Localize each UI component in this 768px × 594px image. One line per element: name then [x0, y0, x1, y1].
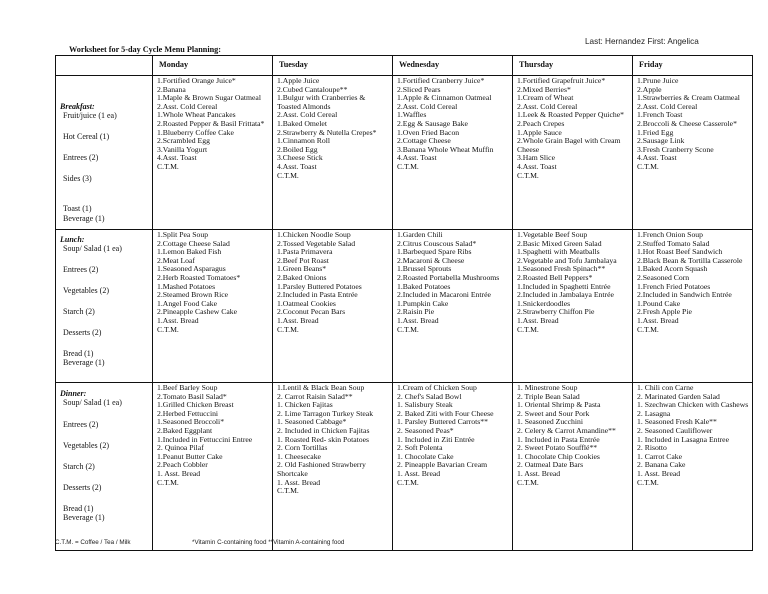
menu-item: 2. Oatmeal Date Bars	[517, 460, 584, 470]
menu-item: C.T.M.	[397, 477, 419, 487]
menu-item: 2.Strawberry Chiffon Pie	[517, 307, 595, 317]
menu-item: 1.Strawberries & Cream Oatmeal	[637, 93, 740, 103]
menu-item: 1.Fortified Orange Juice*	[157, 76, 236, 85]
category-label: Soup/ Salad (1 ea)	[63, 244, 122, 253]
menu-item: 1.Blueberry Coffee Cake	[157, 127, 234, 137]
menu-item: 1. Asst. Bread	[277, 477, 321, 487]
menu-item: 1.Apple Juice	[277, 76, 320, 85]
menu-item: 2.Peach Crepes	[517, 118, 565, 128]
menu-item: 1. Included in Lasagna Entree	[637, 434, 729, 444]
day-header-tuesday: Tuesday	[273, 56, 393, 76]
menu-item: 2. Triple Bean Salad	[517, 391, 580, 401]
menu-item: C.T.M.	[637, 477, 659, 487]
menu-item: 1.Seasoned Broccoli*	[157, 417, 225, 427]
menu-item: 1. Chicken Fajitas	[277, 400, 333, 410]
menu-item: 2.Roasted Portabella Mushrooms	[397, 272, 500, 282]
menu-item: 1.Cream of Wheat	[517, 93, 574, 103]
menu-item: 1.Fortified Cranberry Juice*	[397, 76, 485, 85]
menu-item: 1. Included in Pasta Entrée	[517, 434, 600, 444]
menu-item: 1.Snickerdoodles	[517, 298, 571, 308]
menu-item: 2.Coconut Pecan Bars	[277, 307, 346, 317]
menu-item: 1.Whole Wheat Pancakes	[157, 110, 236, 120]
menu-item: C.T.M.	[277, 170, 299, 180]
menu-item: 2.Included in Jambalaya Entrée	[517, 290, 614, 300]
menu-item: C.T.M.	[277, 486, 299, 496]
menu-item: 4.Asst. Toast	[277, 161, 317, 171]
menu-item: 1.Grilled Chicken Breast	[157, 400, 234, 410]
menu-item: 2.Peach Cobbler	[157, 460, 208, 470]
menu-item: 1.Parsley Buttered Potatoes	[277, 281, 362, 291]
menu-item: 2. Pineapple Bavarian Cream	[397, 460, 488, 470]
menu-item: 2.Boiled Egg	[277, 144, 318, 154]
menu-item: 2. Old Fashioned Strawberry Shortcake	[277, 460, 366, 478]
menu-item: 2.Roasted Bell Peppers*	[517, 272, 593, 282]
menu-item: 1.Vegetable Beef Soup	[517, 230, 588, 239]
lunch-row	[56, 230, 753, 383]
header-corner	[56, 56, 153, 76]
menu-item: 1.Oven Fried Bacon	[397, 127, 460, 137]
menu-item: 1.Waffles	[397, 110, 427, 120]
breakfast-thursday-cell	[513, 76, 633, 230]
menu-item: 1. Salisbury Steak	[397, 400, 453, 410]
menu-item: 2.Asst. Cold Cereal	[517, 101, 578, 111]
menu-item: 1.Mashed Potatoes	[157, 281, 216, 291]
menu-item: 2.Asst. Cold Cereal	[637, 101, 698, 111]
menu-item: 2. Lasagna	[637, 408, 671, 418]
menu-item: 2.Raisin Pie	[397, 307, 435, 317]
menu-item: 2. Baked Ziti with Four Cheese	[397, 408, 494, 418]
menu-item: 2. Sweet Potato Soufflé**	[517, 443, 598, 453]
day-header-friday: Friday	[633, 56, 753, 76]
menu-item: 2.Banana	[157, 84, 186, 94]
menu-item: 1. Chocolate Chip Cookies	[517, 451, 600, 461]
menu-item: 2.Stuffed Tomato Salad	[637, 238, 710, 248]
menu-item: 1.Asst. Bread	[277, 315, 319, 325]
menu-item: 1. Oriental Shrimp & Pasta	[517, 400, 601, 410]
menu-item: 2. Seasoned Peas*	[397, 425, 454, 435]
menu-item: 1. Seasoned Fresh Kale**	[637, 417, 717, 427]
menu-item: 2.Meat Loaf	[157, 255, 195, 265]
menu-item: 1. Chocolate Cake	[397, 451, 454, 461]
menu-table	[55, 55, 753, 551]
day-header-thursday: Thursday	[513, 56, 633, 76]
breakfast-friday-cell	[633, 76, 753, 230]
dinner-wednesday-cell	[393, 383, 513, 551]
menu-item: 1.Split Pea Soup	[157, 230, 209, 239]
menu-item: 3.Ham Slice	[517, 153, 556, 163]
menu-item: 2. Banana Cake	[637, 460, 686, 470]
menu-item: 1.French Toast	[637, 110, 683, 120]
menu-item: 2.Citrus Couscous Salad*	[397, 238, 477, 248]
student-name: Last: Hernandez First: Angelica	[585, 37, 699, 46]
header-row	[56, 56, 753, 76]
menu-item: 2.Apple	[637, 84, 662, 94]
menu-item: 2.Macaroni & Cheese	[397, 255, 465, 265]
menu-item: 2.Basic Mixed Green Salad	[517, 238, 602, 248]
lunch-wednesday-cell	[393, 230, 513, 383]
menu-item: 2.Beef Pot Roast	[277, 255, 329, 265]
menu-item: 3.Banana Whole Wheat Muffin	[397, 144, 494, 154]
menu-item: 1.Asst. Bread	[397, 315, 439, 325]
dinner-thursday-cell	[513, 383, 633, 551]
breakfast-row	[56, 76, 753, 230]
category-label: Sides (3)	[63, 174, 92, 183]
menu-item: C.T.M.	[277, 324, 299, 334]
menu-item: 3.Fresh Cranberry Scone	[637, 144, 714, 154]
menu-item: 2.Baked Onions	[277, 272, 327, 282]
menu-item: 1. Szechwan Chicken with Cashews	[637, 400, 749, 410]
menu-item: 2.Asst. Cold Cereal	[277, 110, 338, 120]
breakfast-tuesday-cell	[273, 76, 393, 230]
menu-item: 2. Celery & Carrot Amandine**	[517, 425, 616, 435]
menu-item: 1.Garden Chili	[397, 230, 443, 239]
menu-item: 1.Baked Acorn Squash	[637, 264, 708, 274]
menu-item: 1.French Fried Potatoes	[637, 281, 711, 291]
menu-item: 2.Asst. Cold Cereal	[157, 101, 218, 111]
menu-item: 1.Peanut Butter Cake	[157, 451, 223, 461]
menu-item: 1.Seasoned Asparagus	[157, 264, 226, 274]
category-label: Vegetables (2)	[63, 286, 109, 295]
category-label: Bread (1)	[63, 504, 94, 513]
menu-item: 1.Pumpkin Cake	[397, 298, 449, 308]
menu-item: 1.Fried Egg	[637, 127, 674, 137]
meal-title: Lunch:	[60, 235, 85, 244]
menu-item: C.T.M.	[397, 324, 419, 334]
menu-item: C.T.M.	[157, 161, 179, 171]
menu-item: 1.Maple & Brown Sugar Oatmeal	[157, 93, 261, 103]
menu-item: 2. Risotto	[637, 443, 667, 453]
menu-item: 2.Pineapple Cashew Cake	[157, 307, 238, 317]
menu-item: 1.Leek & Roasted Pepper Quiche*	[517, 110, 624, 120]
day-header-wednesday: Wednesday	[393, 56, 513, 76]
category-label: Toast (1)	[63, 204, 92, 213]
menu-item: 2. Carrot Raisin Salad**	[277, 391, 353, 401]
menu-item: 2. Lime Tarragon Turkey Steak	[277, 408, 374, 418]
menu-item: 1. Minestrone Soup	[517, 383, 578, 392]
menu-item: 1.Oatmeal Cookies	[277, 298, 336, 308]
category-label: Vegetables (2)	[63, 441, 109, 450]
menu-item: 2.Cubed Cantaloupe**	[277, 84, 348, 94]
menu-item: 2.Sliced Pears	[397, 84, 441, 94]
lunch-label-cell	[56, 230, 153, 383]
menu-item: 2. Included in Chicken Fajitas	[277, 425, 370, 435]
menu-item: 1. Included in Ziti Entrée	[397, 434, 475, 444]
menu-item: 1.Pound Cake	[637, 298, 681, 308]
category-label: Desserts (2)	[63, 483, 102, 492]
menu-item: 4.Asst. Toast	[517, 161, 557, 171]
menu-item: 1.Asst. Bread	[517, 315, 559, 325]
menu-item: 1.Spaghetti with Meatballs	[517, 247, 600, 257]
category-label: Starch (2)	[63, 462, 95, 471]
menu-item: 2.Baked Eggplant	[157, 425, 213, 435]
menu-item: 1. Seasoned Zucchini	[517, 417, 583, 427]
menu-item: 4.Asst. Toast	[637, 153, 677, 163]
dinner-tuesday-cell	[273, 383, 393, 551]
category-label: Soup/ Salad (1 ea)	[63, 398, 122, 407]
menu-item: 3.Vanilla Yogurt	[157, 144, 208, 154]
menu-item: 2.Seasoned Corn	[637, 272, 690, 282]
dinner-label-cell	[56, 383, 153, 551]
lunch-friday-cell	[633, 230, 753, 383]
menu-item: C.T.M.	[637, 161, 659, 171]
menu-item: 1. Seasoned Cabbage*	[277, 417, 347, 427]
menu-item: 1.Cinnamon Roll	[277, 136, 330, 146]
menu-item: 2.Tossed Vegetable Salad	[277, 238, 356, 248]
category-label: Entrees (2)	[63, 265, 99, 274]
category-label: Beverage (1)	[63, 358, 105, 367]
menu-item: 1. Parsley Buttered Carrots**	[397, 417, 488, 427]
menu-item: 1. Chili con Carne	[637, 383, 694, 392]
menu-item: 2. Seasoned Cauliflower	[637, 425, 713, 435]
category-label: Entrees (2)	[63, 420, 99, 429]
menu-item: 1.Seasoned Fresh Spinach**	[517, 264, 606, 274]
menu-item: 2.Fresh Apple Pie	[637, 307, 692, 317]
menu-item: C.T.M.	[397, 161, 419, 171]
menu-item: 1.Included in Fettuccini Entree	[157, 434, 253, 444]
menu-item: C.T.M.	[157, 324, 179, 334]
menu-item: 2.Steamed Brown Rice	[157, 290, 229, 300]
menu-item: 2.Whole Grain Bagel with Cream Cheese	[517, 136, 621, 154]
menu-item: 2. Soft Polenta	[397, 443, 443, 453]
menu-item: 1.Cream of Chicken Soup	[397, 383, 477, 392]
menu-item: 2.Vegetable and Tofu Jambalaya	[517, 255, 617, 265]
menu-item: 1.Beef Barley Soup	[157, 383, 218, 392]
menu-item: 1.Barbequed Spare Ribs	[397, 247, 472, 257]
footer-ctm-note: C.T.M. = Coffee / Tea / Milk	[55, 539, 131, 546]
category-label: Starch (2)	[63, 307, 95, 316]
menu-item: 1.Apple & Cinnamon Oatmeal	[397, 93, 492, 103]
menu-item: 1.Asst. Bread	[637, 315, 679, 325]
category-label: Beverage (1)	[63, 214, 105, 223]
menu-item: 2.Cottage Cheese Salad	[157, 238, 230, 248]
menu-item: 2.Herbed Fettuccini	[157, 408, 219, 418]
menu-item: 1.Green Beans*	[277, 264, 327, 274]
menu-item: 1.Baked Potatoes	[397, 281, 451, 291]
category-label: Bread (1)	[63, 349, 94, 358]
breakfast-monday-cell	[153, 76, 273, 230]
menu-item: 1.French Onion Soup	[637, 230, 703, 239]
menu-item: 1.Apple Sauce	[517, 127, 562, 137]
menu-item: 2.Asst. Cold Cereal	[397, 101, 458, 111]
menu-item: 1. Carrot Cake	[637, 451, 683, 461]
menu-item: 1. Asst. Bread	[517, 468, 561, 478]
menu-item: 2.Sausage Link	[637, 136, 685, 146]
menu-item: 2.Broccoli & Cheese Casserole*	[637, 118, 737, 128]
menu-item: 2.Mixed Berries*	[517, 84, 571, 94]
lunch-tuesday-cell	[273, 230, 393, 383]
lunch-thursday-cell	[513, 230, 633, 383]
category-label: Hot Cereal (1)	[63, 132, 110, 141]
footer-vitamin-note: *Vitamin C-containing food **Vitamin A-containing food	[192, 539, 345, 546]
menu-item: 2.Tomato Basil Salad*	[157, 391, 227, 401]
menu-item: C.T.M.	[637, 324, 659, 334]
menu-item: 4.Asst. Toast	[157, 153, 197, 163]
menu-item: 1.Included in Spaghetti Entrée	[517, 281, 611, 291]
menu-item: 1. Asst. Bread	[397, 468, 441, 478]
menu-item: 1.Prune Juice	[637, 76, 679, 85]
menu-item: 2.Scrambled Egg	[157, 136, 210, 146]
menu-item: 2. Quinoa Pilaf	[157, 443, 204, 453]
menu-item: 1. Roasted Red- skin Potatoes	[277, 434, 370, 444]
menu-item: C.T.M.	[517, 324, 539, 334]
category-label: Entrees (2)	[63, 153, 99, 162]
menu-item: 2. Sweet and Sour Pork	[517, 408, 590, 418]
menu-item: 1.Asst. Bread	[157, 315, 199, 325]
menu-item: 1.Angel Food Cake	[157, 298, 217, 308]
menu-item: 2. Marinated Garden Salad	[637, 391, 720, 401]
menu-item: C.T.M.	[157, 477, 179, 487]
menu-item: 2.Included in Macaroni Entrée	[397, 290, 491, 300]
category-label: Desserts (2)	[63, 328, 102, 337]
dinner-row	[56, 383, 753, 551]
dinner-friday-cell	[633, 383, 753, 551]
dinner-monday-cell	[153, 383, 273, 551]
menu-item: 1. Asst. Bread	[157, 468, 201, 478]
category-label: Fruit/juice (1 ea)	[63, 111, 117, 120]
menu-item: 2.Cottage Cheese	[397, 136, 451, 146]
menu-item: 1.Hot Roast Beef Sandwich	[637, 247, 723, 257]
day-header-monday: Monday	[153, 56, 273, 76]
menu-item: 1.Lemon Baked Fish	[157, 247, 222, 257]
menu-item: 2.Black Bean & Tortilla Casserole	[637, 255, 743, 265]
worksheet-title: Worksheet for 5-day Cycle Menu Planning:	[69, 45, 221, 54]
menu-item: 1.Lentil & Black Bean Soup	[277, 383, 365, 392]
lunch-monday-cell	[153, 230, 273, 383]
menu-item: 1. Cheesecake	[277, 451, 321, 461]
menu-item: 2.Included in Pasta Entrée	[277, 290, 358, 300]
menu-item: 2.Roasted Pepper & Basil Frittata*	[157, 118, 265, 128]
menu-item: C.T.M.	[517, 170, 539, 180]
menu-item: C.T.M.	[517, 477, 539, 487]
menu-item: 1.Pasta Primavera	[277, 247, 333, 257]
meal-title: Dinner:	[60, 389, 87, 398]
category-label: Beverage (1)	[63, 513, 105, 522]
menu-item: 2.Strawberry & Nutella Crepes*	[277, 127, 377, 137]
breakfast-wednesday-cell	[393, 76, 513, 230]
menu-item: 1.Fortified Grapefruit Juice*	[517, 76, 606, 85]
menu-item: 2.Egg & Sausage Bake	[397, 118, 468, 128]
menu-item: 1.Chicken Noodle Soup	[277, 230, 351, 239]
menu-item: 2. Chef's Salad Bowl	[397, 391, 462, 401]
menu-item: 1. Asst. Bread	[637, 468, 681, 478]
menu-item: 1.Brussel Sprouts	[397, 264, 452, 274]
breakfast-label-cell	[56, 76, 153, 230]
menu-item: 4.Asst. Toast	[397, 153, 437, 163]
menu-item: 3.Cheese Stick	[277, 153, 323, 163]
menu-item: 2.Included in Sandwich Entrée	[637, 290, 732, 300]
meal-title: Breakfast:	[60, 102, 95, 111]
menu-item: 2. Corn Tortillas	[277, 443, 328, 453]
menu-item: 1.Baked Omelet	[277, 118, 327, 128]
menu-item: 2.Herb Roasted Tomatoes*	[157, 272, 241, 282]
menu-item: 1.Bulgur with Cranberries & Toasted Almonds	[277, 93, 366, 111]
